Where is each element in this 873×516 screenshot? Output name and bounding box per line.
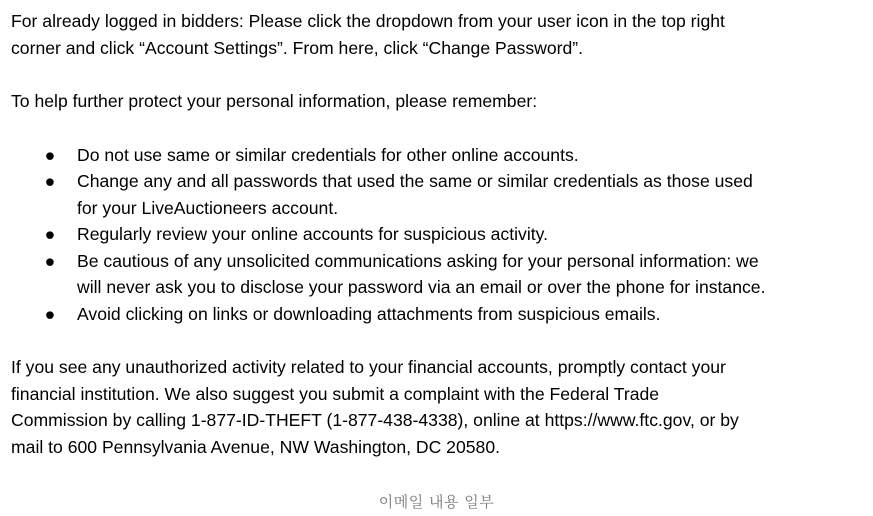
bullet-icon: ● <box>44 303 56 324</box>
email-excerpt <box>11 8 869 460</box>
paragraph-line: mail to 600 Pennsylvania Avenue, NW Washington, DC 20580. <box>11 436 500 457</box>
list-item <box>11 221 869 248</box>
list-item-text: Change any and all passwords that used the same or similar credentials as those used <box>77 171 753 191</box>
financial-activity-paragraph <box>11 354 869 460</box>
list-item-text: for your LiveAuctioneers account. <box>77 197 339 218</box>
paragraph-spacer <box>11 327 869 354</box>
list-item <box>11 168 869 221</box>
bullet-icon: ● <box>44 171 56 191</box>
paragraph-line: For already logged in bidders: Please click the dropdown from your user icon in the top right <box>11 11 725 31</box>
list-item-text: Regularly review your online accounts for suspicious activity. <box>77 224 549 244</box>
list-item <box>11 248 869 301</box>
list-item-text: Avoid clicking on links or downloading attachments from suspicious emails. <box>77 303 661 324</box>
paragraph-line: If you see any unauthorized activity related to your financial accounts, promptly contact your <box>11 357 726 377</box>
list-item-text: will never ask you to disclose your password via an email or over the phone for instance. <box>77 277 766 297</box>
bullet-icon: ● <box>44 144 56 165</box>
account-settings-paragraph <box>11 8 869 61</box>
image-caption: 이메일 내용 일부 <box>378 493 495 511</box>
paragraph-line: financial institution. We also suggest you submit a complaint with the Federal Trade <box>11 383 660 404</box>
paragraph-line: Commission by calling 1-877-ID-THEFT (1-877-438-4338), online at https://www.ftc.gov, or by <box>11 410 739 430</box>
paragraph-line: corner and click “Account Settings”. From here, click “Change Password”. <box>11 37 584 58</box>
reminder-intro: To help further protect your personal information, please remember: <box>11 91 538 111</box>
list-item <box>11 142 869 169</box>
bullet-icon: ● <box>44 250 56 271</box>
paragraph-spacer <box>11 61 869 88</box>
list-item <box>11 301 869 328</box>
list-item-text: Be cautious of any unsolicited communications asking for your personal information: we <box>77 250 759 271</box>
paragraph-spacer <box>11 115 869 142</box>
list-item-text: Do not use same or similar credentials for other online accounts. <box>77 144 579 165</box>
bullet-icon: ● <box>44 224 56 244</box>
security-tips-list <box>11 142 869 328</box>
